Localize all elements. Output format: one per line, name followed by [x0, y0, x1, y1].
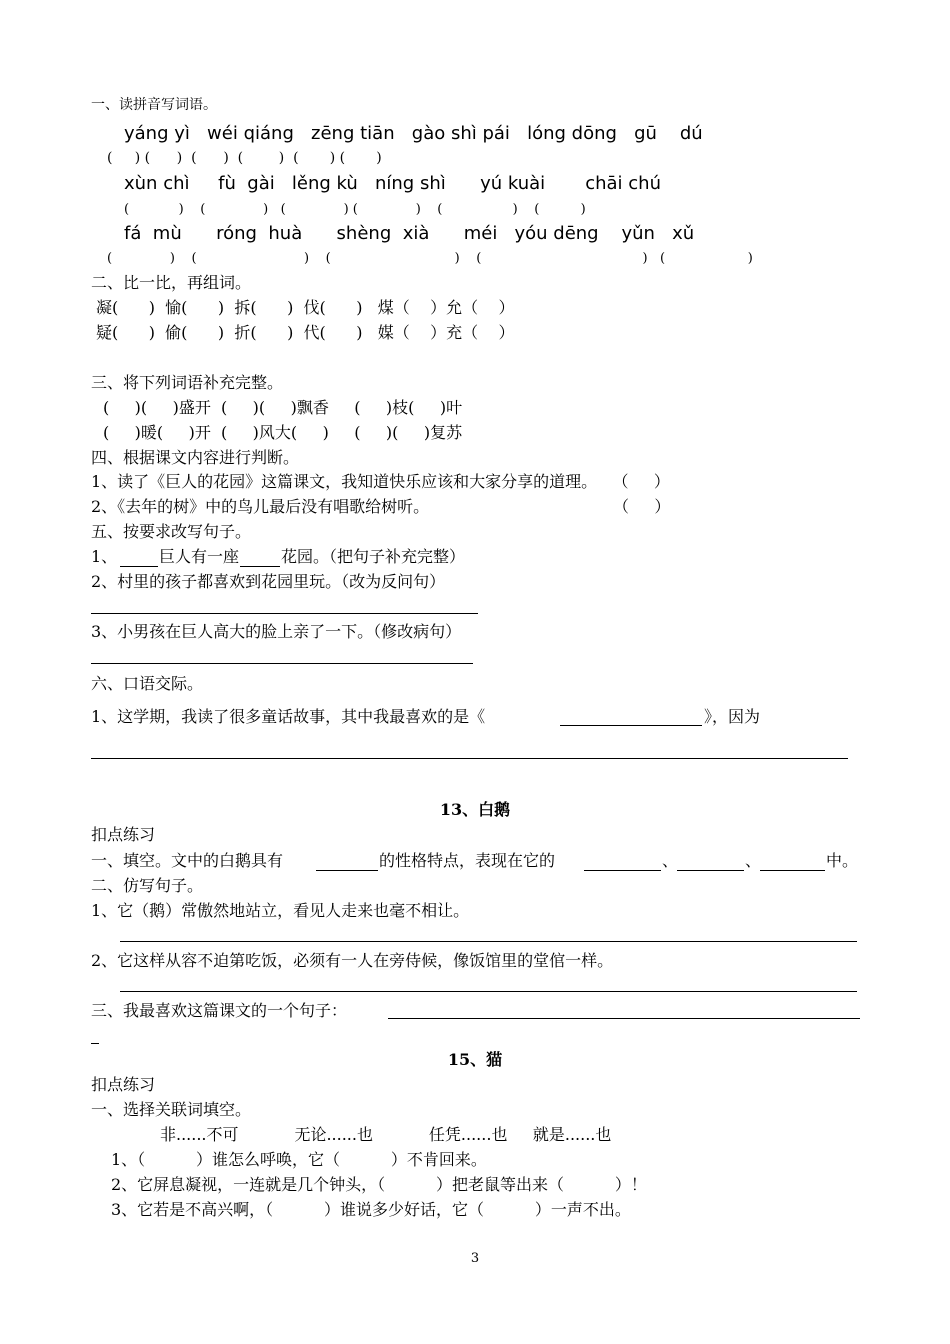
pinyin-row-3: fá mù róng huà shèng xià méi yóu dēng yǔn xǔ: [124, 223, 695, 244]
l15-q3: 3、它若是不高兴啊，（ ）谁说多少好话，它（ ）一声不出。: [111, 1200, 631, 1219]
compare-row-2: 疑( ) 偷( ) 折( ) 代( ) 媒（ ）充（ ）: [96, 323, 515, 342]
l13-favorite-line[interactable]: [388, 1018, 860, 1019]
l13-fill-end: 中。: [826, 851, 859, 870]
l13-imitate-q1: 1、它（鹅）常傲然地站立，看见人走来也毫不相让。: [91, 901, 470, 920]
lesson-15-heading: 15、猫: [447, 1050, 503, 1069]
l15-q1: 1、（ ）谁怎么呼唤，它（ ）不肯回来。: [111, 1150, 487, 1169]
blank-row-3: ( ) ( ) ( ) ( ) ( ): [107, 251, 753, 266]
rewrite-q2: 2、村里的孩子都喜欢到花园里玩。（改为反问句）: [91, 572, 446, 591]
section-4-title: 四、根据课文内容进行判断。: [91, 448, 300, 467]
idiom-row-2: ( )暖( )开 ( )风大( ) ( )( )复苏: [103, 423, 463, 442]
l13-fill-mid: 的性格特点，表现在它的: [379, 851, 556, 870]
judge-q2: 2、《去年的树》中的鸟儿最后没有唱歌给树听。: [91, 497, 430, 516]
page-number: 3: [470, 1251, 480, 1266]
section-1-title: 一、读拼音写词语。: [91, 97, 217, 113]
l13-fill-blank-1[interactable]: [316, 870, 378, 871]
l13-fill-sep-2: 、: [745, 851, 762, 870]
l15-choose-title: 一、选择关联词填空。: [91, 1100, 252, 1119]
l13-imitate-q2-line[interactable]: [120, 991, 857, 992]
rewrite-q3: 3、小男孩在巨人高大的脸上亲了一下。（修改病句）: [91, 622, 462, 641]
lesson-13-subtitle: 扣点练习: [91, 825, 156, 844]
l13-fill-blank-2[interactable]: [584, 870, 661, 871]
l15-conjunction-options: 非......不可 无论......也 任凭......也 就是......也: [160, 1125, 612, 1144]
l13-imitate-title: 二、仿写句子。: [91, 876, 204, 895]
rewrite-q1-blank-2[interactable]: [240, 566, 280, 567]
compare-row-1: 凝( ) 愉( ) 拆( ) 伐( ) 煤（ ）允（ ）: [96, 298, 515, 317]
l13-fill-prefix: 一、填空。文中的白鹅具有: [91, 851, 284, 870]
l13-fill-sep-1: 、: [662, 851, 679, 870]
l13-favorite: 三、我最喜欢这篇课文的一个句子：: [91, 1001, 348, 1020]
rewrite-q2-answer-line[interactable]: [91, 613, 478, 614]
lesson-13-heading: 13、白鹅: [439, 800, 511, 819]
section-5-title: 五、按要求改写句子。: [91, 522, 252, 541]
rewrite-q1-mid: 巨人有一座: [159, 547, 240, 566]
blank-row-1: ( ) ( ) ( ) ( ) ( ) ( ): [107, 150, 382, 166]
judge-q1: 1、读了《巨人的花园》这篇课文，我知道快乐应该和大家分享的道理。 （ ）: [91, 472, 670, 491]
l15-q2: 2、它屏息凝视，一连就是几个钟头，（ ）把老鼠等出来（ ）！: [111, 1175, 647, 1194]
oral-q1-prefix: 1、这学期，我读了很多童话故事，其中我最喜欢的是《: [91, 707, 486, 726]
oral-q1-suffix: 》，因为: [704, 707, 761, 726]
oral-q1-book-blank[interactable]: [560, 725, 702, 726]
rewrite-q1-blank-1[interactable]: [120, 566, 158, 567]
lesson-15-subtitle: 扣点练习: [91, 1075, 156, 1094]
rewrite-q1-prefix: 1、: [91, 547, 118, 566]
l13-fill-blank-4[interactable]: [760, 870, 825, 871]
pinyin-row-2: xùn chì fù gài lěng kù níng shì yú kuài chāi chú: [124, 173, 661, 194]
section-6-title: 六、口语交际。: [91, 674, 204, 693]
l13-fill-blank-3[interactable]: [677, 870, 744, 871]
rewrite-q3-answer-line[interactable]: [91, 663, 473, 664]
section-3-title: 三、将下列词语补充完整。: [91, 373, 284, 392]
judge-q2-paren: （ ）: [613, 497, 671, 516]
rewrite-q1-suffix: 花园。（把句子补充完整）: [281, 547, 466, 566]
stray-underscore: [91, 1043, 99, 1044]
l13-imitate-q2: 2、它这样从容不迫第吃饭，必须有一人在旁侍候，像饭馆里的堂倌一样。: [91, 951, 614, 970]
section-2-title: 二、比一比，再组词。: [91, 273, 252, 292]
l13-imitate-q1-line[interactable]: [120, 941, 857, 942]
idiom-row-1: ( )( )盛开 ( )( )飘香 ( )枝( )叶: [103, 398, 463, 417]
pinyin-row-1: yáng yì wéi qiáng zēng tiān gào shì pái lóng dōng gū dú: [124, 123, 703, 144]
oral-q1-answer-line[interactable]: [91, 758, 848, 759]
blank-row-2: ( ) ( ) ( ) ( ) ( ) ( ): [124, 202, 586, 217]
